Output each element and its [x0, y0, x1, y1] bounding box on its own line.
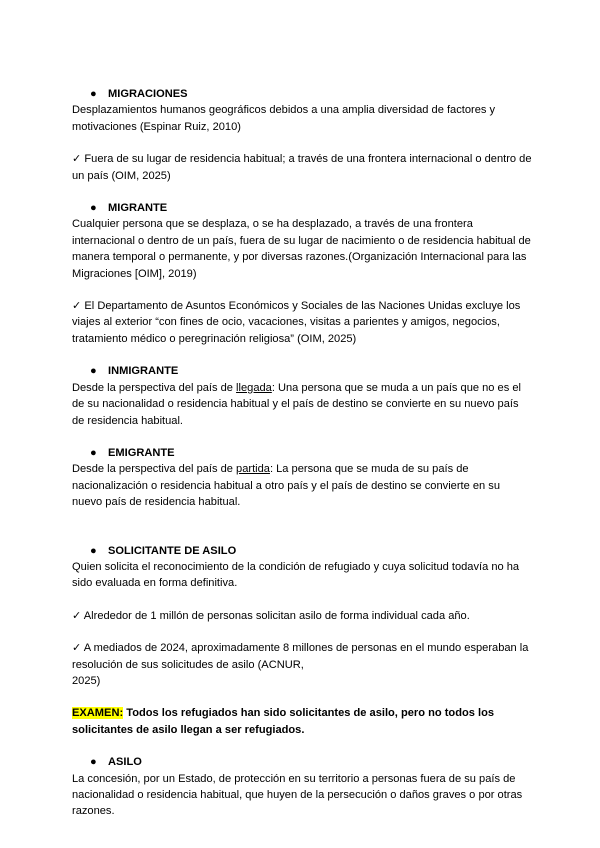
- note-text-continuation: 2025): [72, 674, 101, 687]
- bullet-icon: ●: [90, 365, 97, 378]
- definition-text: Cualquier persona que se desplaza, o se ha desplazado, a través de una frontera internacional o dentro de un país, fuera de su lugar de nacimiento o de residencia habitual de manera temporal o permanente, y por diversas razones.(Organización Internacional para las Migraciones [OIM], 2019): [72, 218, 531, 280]
- heading-text: INMIGRANTE: [108, 365, 179, 378]
- bullet-icon: ●: [90, 202, 97, 215]
- definition-text: Desplazamientos humanos geográficos debidos a una amplia diversidad de factores y motivaciones (Espinar Ruiz, 2010): [72, 104, 496, 133]
- exam-text: Todos los refugiados han sido solicitantes de asilo, pero no todos los solicitantes de asilo llegan a ser refugiados.: [72, 707, 495, 736]
- bullet-icon: ●: [90, 544, 97, 557]
- heading-text: ASILO: [108, 756, 142, 769]
- definition-pre: Desde la perspectiva del país de: [72, 381, 237, 394]
- heading-asilo: [72, 754, 532, 770]
- heading-migraciones: [72, 86, 532, 102]
- heading-inmigrante: [72, 363, 532, 379]
- definition-pre: Desde la perspectiva del país de: [72, 463, 237, 476]
- document-page: [72, 86, 532, 820]
- note-text: ✓ A mediados de 2024, aproximadamente 8 millones de personas en el mundo esperaban la resolución de sus solicitudes de asilo (ACNUR,: [72, 642, 529, 671]
- definition-post: : Una persona que se muda a un país que no es el de su nacionalidad o residencia habitual y el país de destino se convierte en su nuevo país de residencia habitual.: [72, 381, 521, 427]
- note-text: ✓ El Departamento de Asuntos Económicos y Sociales de las Naciones Unidas excluye los viajes al exterior “con fines de ocio, vacaciones, visitas a parientes y amigos, negocios, tratamiento médico o peregrinación religiosa” (OIM, 2025): [72, 300, 521, 345]
- heading-text: MIGRANTE: [108, 202, 168, 215]
- bullet-icon: ●: [90, 88, 97, 100]
- underlined-term: partida: [236, 463, 270, 476]
- definition-text: Quien solicita el reconocimiento de la condición de refugiado y cuya solicitud todavía no ha sido evaluada en forma definitiva.: [72, 560, 520, 590]
- definition-text: La concesión, por un Estado, de protección en su territorio a personas fuera de su país de nacionalidad o residencia habitual, que huyen de la persecución o daños graves o por otras razones.: [72, 772, 523, 818]
- exam-label: EXAMEN:: [72, 707, 124, 720]
- heading-migrante: [72, 200, 532, 216]
- note-text: ✓ Alrededor de 1 millón de personas solicitan asilo de forma individual cada año.: [72, 609, 470, 622]
- heading-text: EMIGRANTE: [108, 446, 175, 459]
- underlined-term: llegada: [236, 381, 272, 394]
- definition-text: [72, 380, 532, 429]
- note-text: ✓ Fuera de su lugar de residencia habitual; a través de una frontera internacional o dentro de un país (OIM, 2025): [72, 153, 532, 182]
- heading-emigrante: [72, 445, 532, 461]
- exam-note: [72, 705, 532, 738]
- bullet-icon: ●: [90, 756, 97, 769]
- heading-solicitante-de-asilo: [72, 543, 532, 559]
- definition-text: [72, 461, 532, 510]
- heading-text: MIGRACIONES: [108, 88, 188, 100]
- bullet-icon: ●: [90, 446, 97, 459]
- definition-post: : La persona que se muda de su país de nacionalización o residencia habitual a otro país y el país de destino se convierte en su nuevo país de residencia habitual.: [72, 463, 500, 509]
- heading-text: SOLICITANTE DE ASILO: [108, 544, 237, 557]
